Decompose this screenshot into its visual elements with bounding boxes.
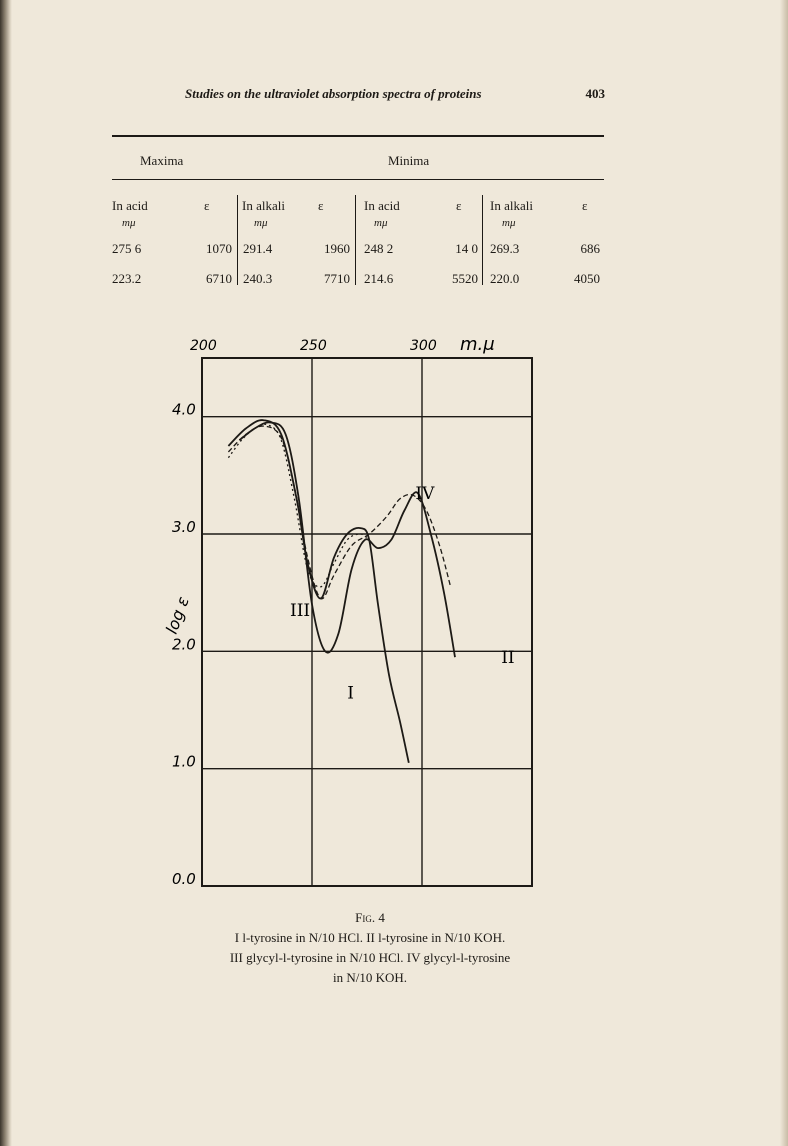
- table-cell: 1070: [206, 241, 232, 256]
- table-divider: [355, 195, 356, 285]
- column-header: ε: [582, 198, 588, 213]
- y-tick-label: 2.0: [172, 635, 196, 654]
- page-number: 403: [585, 86, 605, 101]
- series-line-IV: [228, 426, 450, 599]
- y-tick-label: 4.0: [172, 400, 196, 419]
- column-unit: mμ: [122, 217, 136, 229]
- y-tick-label: 3.0: [172, 518, 196, 536]
- column-header: ε: [318, 198, 324, 213]
- x-tick-label: 250: [300, 338, 327, 354]
- y-axis-label: log ε: [161, 594, 193, 637]
- y-tick-label: 0.0: [172, 870, 196, 888]
- table-cell: 1960: [324, 241, 350, 256]
- figure-caption: [160, 908, 580, 988]
- curve-label-II: II: [501, 648, 515, 669]
- column-header: In alkali: [490, 198, 533, 213]
- column-unit: mμ: [502, 217, 516, 229]
- chart-series: [228, 420, 455, 763]
- caption-line: in N/10 KOH.: [332, 970, 408, 985]
- column-header: In acid: [112, 198, 148, 213]
- figure-4: [160, 330, 540, 900]
- table-cell: 223.2: [112, 271, 142, 286]
- x-axis-label: m.μ: [460, 334, 495, 355]
- table-cell: 269.3: [490, 241, 520, 256]
- table-cell: 291.4: [243, 241, 273, 256]
- column-header: ε: [204, 198, 210, 213]
- caption-line: III glycyl-l-tyrosine in N/10 HCl. IV glycyl-l-tyrosine: [229, 950, 511, 965]
- curve-label-I: I: [347, 683, 354, 704]
- chart-grid: [202, 358, 532, 886]
- column-header: In acid: [364, 198, 400, 213]
- table-divider: [237, 195, 238, 285]
- table-rule-top: [112, 135, 604, 137]
- table-cell: 14 0: [455, 241, 478, 256]
- y-tick-label: 1.0: [172, 752, 196, 771]
- column-header: ε: [456, 198, 462, 213]
- table-cell: 214.6: [364, 271, 394, 286]
- table-cell: 7710: [324, 271, 350, 286]
- table-cell: 220.0: [490, 271, 520, 286]
- curve-label-IV: IV: [415, 483, 435, 504]
- absorption-chart: [160, 330, 540, 900]
- series-line-I: [228, 420, 408, 763]
- page-edge-left: [0, 0, 12, 1146]
- column-unit: mμ: [254, 217, 268, 229]
- column-unit: mμ: [374, 217, 388, 229]
- table-cell: 240.3: [243, 271, 273, 286]
- curve-label-III: III: [290, 601, 311, 622]
- table-divider: [482, 195, 483, 285]
- running-title: Studies on the ultraviolet absorption spectra of proteins: [185, 86, 482, 101]
- table-cell: 275 6: [112, 241, 142, 256]
- running-head: [185, 86, 605, 106]
- column-header: In alkali: [242, 198, 285, 213]
- figure-label: Fig. 4: [355, 910, 385, 925]
- x-tick-label: 300: [410, 338, 437, 354]
- table-cell: 5520: [452, 271, 478, 286]
- caption-line: I l-tyrosine in N/10 HCl. II l-tyrosine in N/10 KOH.: [234, 930, 506, 945]
- plot-frame: [202, 358, 532, 886]
- minima-header: Minima: [388, 153, 430, 168]
- page-edge-right: [780, 0, 788, 1146]
- maxima-header: Maxima: [140, 153, 184, 168]
- table-rule-mid: [112, 179, 604, 180]
- table-cell: 686: [580, 241, 600, 256]
- table-cell: 248 2: [364, 241, 394, 256]
- table-cell: 6710: [206, 271, 232, 286]
- x-tick-label: 200: [190, 338, 217, 354]
- table-cell: 4050: [574, 271, 600, 286]
- data-table: [112, 135, 604, 295]
